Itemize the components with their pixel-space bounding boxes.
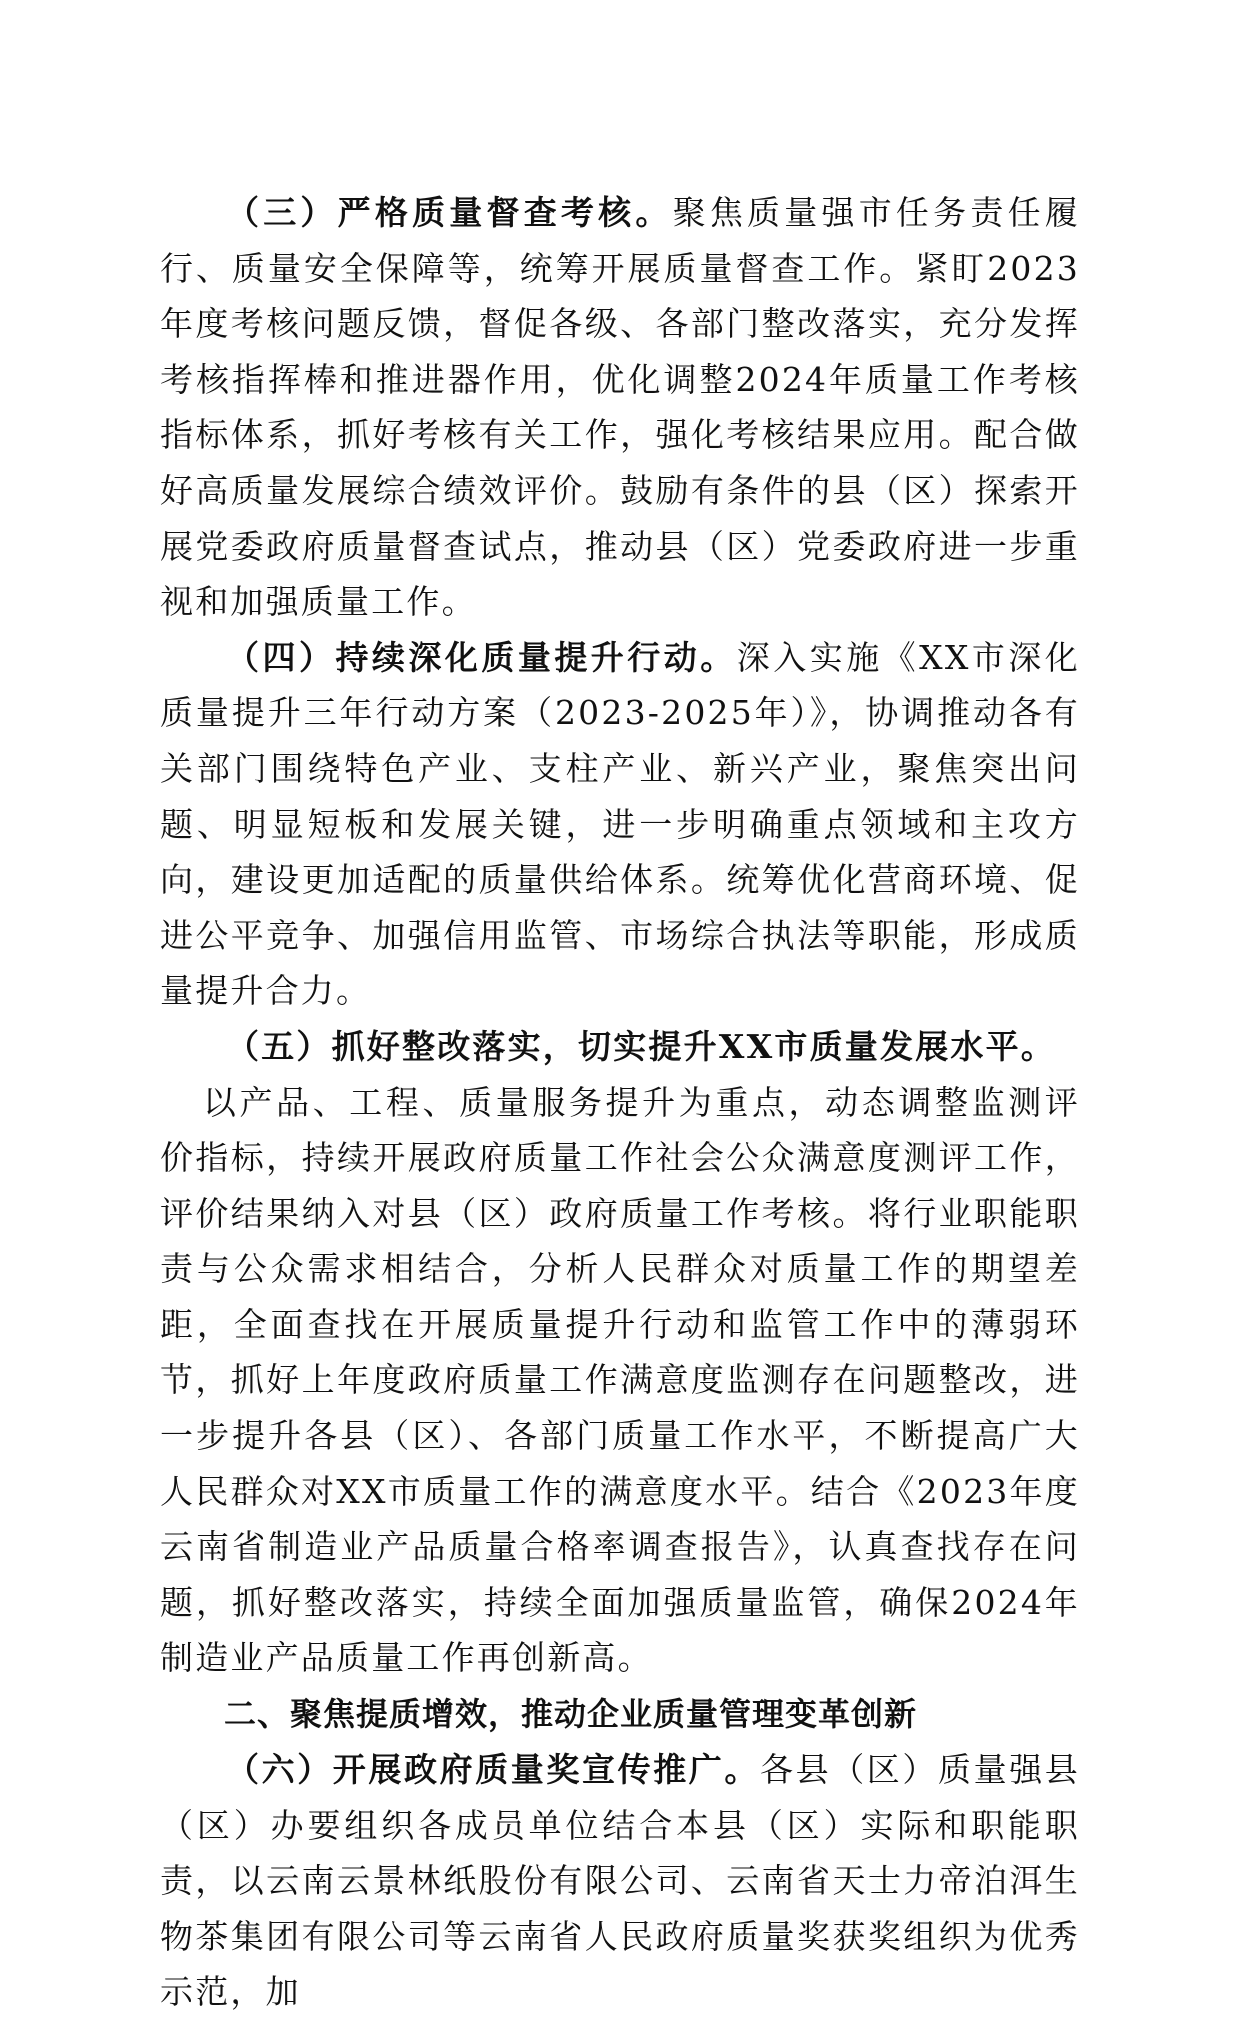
paragraph-body: 深入实施《XX市深化质量提升三年行动方案（2023-2025年）》，协调推动各有关部门围绕特色产业、支柱产业、新兴产业，聚焦突出问题、明显短板和发展关键，进一步明确重点领域和主攻方向，建设更加适配的质量供给体系。统筹优化营商环境、促进公平竞争、加强信用监管、市场综合执法等职能，形成质量提升合力。 <box>160 637 1080 1011</box>
paragraph-lead: （六）开展政府质量奖宣传推广。 <box>226 1750 760 1790</box>
paragraph-body: 各县（区）质量强县（区）办要组织各成员单位结合本县（区）实际和职能职责，以云南云景林纸股份有限公司、云南省天士力帝泊洱生物茶集团有限公司等云南省人民政府质量奖获奖组织为优秀示范，加 <box>160 1750 1080 2012</box>
paragraph-lead: （三）严格质量督查考核。 <box>226 193 673 232</box>
paragraph-quality-award <box>160 1742 1080 2020</box>
paragraph-quality-improvement <box>160 630 1080 1019</box>
paragraph-supervision-assessment <box>160 185 1080 630</box>
section-heading-two: 二、聚焦提质增效，推动企业质量管理变革创新 <box>224 1695 918 1734</box>
document-page <box>160 185 1080 2020</box>
paragraph-rectification-body: 以产品、工程、质量服务提升为重点，动态调整监测评价指标，持续开展政府质量工作社会公众满意度测评工作，评价结果纳入对县（区）政府质量工作考核。将行业职能职责与公众需求相结合，分析人民群众对质量工作的期望差距，全面查找在开展质量提升行动和监管工作中的薄弱环节，抓好上年度政府质量工作满意度监测存在问题整改，进一步提升各县（区）、各部门质量工作水平，不断提高广大人民群众对XX市质量工作的满意度水平。结合《2023年度云南省制造业产品质量合格率调查报告》，认真查找存在问题，抓好整改落实，持续全面加强质量监管，确保2024年制造业产品质量工作再创新高。 <box>160 1082 1080 1678</box>
paragraph-body: 聚焦质量强市任务责任履行、质量安全保障等，统筹开展质量督查工作。紧盯2023年度考核问题反馈，督促各级、各部门整改落实，充分发挥考核指挥棒和推进器作用，优化调整2024年质量工作考核指标体系，抓好考核有关工作，强化考核结果应用。配合做好高质量发展综合绩效评价。鼓励有条件的县（区）探索开展党委政府质量督查试点，推动县（区）党委政府进一步重视和加强质量工作。 <box>160 193 1081 622</box>
paragraph-lead: （四）持续深化质量提升行动。 <box>226 637 737 677</box>
heading-rectification: （五）抓好整改落实，切实提升XX市质量发展水平。 <box>226 1026 1057 1066</box>
